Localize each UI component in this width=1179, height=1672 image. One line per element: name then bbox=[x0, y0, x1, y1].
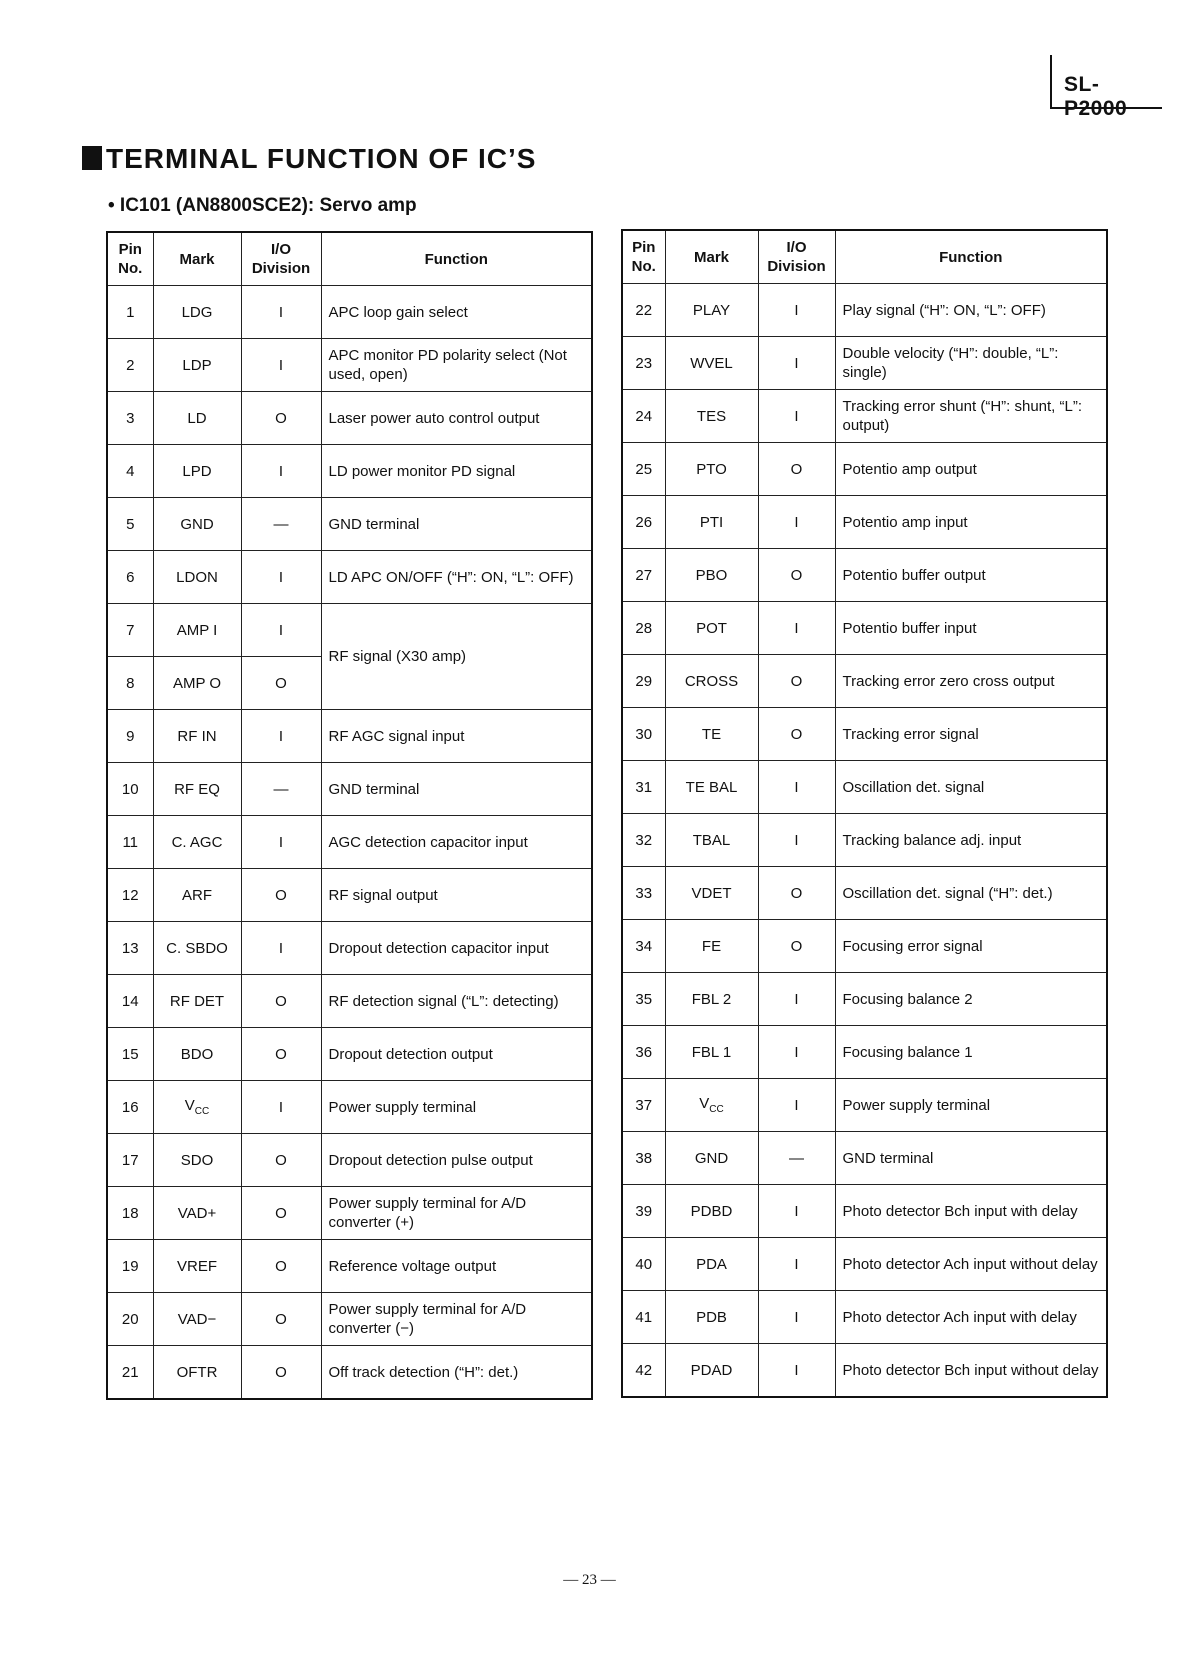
pin-mark: WVEL bbox=[665, 337, 758, 390]
pin-function: Potentio amp input bbox=[835, 496, 1107, 549]
pin-mark: FBL 1 bbox=[665, 1026, 758, 1079]
pin-number: 42 bbox=[622, 1344, 665, 1398]
pin-function: Off track detection (“H”: det.) bbox=[321, 1346, 592, 1400]
table-row bbox=[107, 498, 592, 551]
pin-mark-subscript: CC bbox=[709, 1104, 724, 1115]
pin-function: LD power monitor PD signal bbox=[321, 445, 592, 498]
pin-function: APC loop gain select bbox=[321, 286, 592, 339]
col-header-io-division: I/O Division bbox=[241, 232, 321, 286]
table-row bbox=[622, 973, 1107, 1026]
pin-mark: RF EQ bbox=[153, 763, 241, 816]
table-row bbox=[622, 549, 1107, 602]
table-row bbox=[107, 1240, 592, 1293]
pin-function: Power supply terminal bbox=[835, 1079, 1107, 1132]
pin-function: Tracking error shunt (“H”: shunt, “L”: output) bbox=[835, 390, 1107, 443]
pin-mark: PTI bbox=[665, 496, 758, 549]
pin-io-division: I bbox=[241, 339, 321, 392]
pin-number: 29 bbox=[622, 655, 665, 708]
pin-io-division: I bbox=[758, 814, 835, 867]
pin-mark: FBL 2 bbox=[665, 973, 758, 1026]
table-row bbox=[107, 286, 592, 339]
pin-number: 21 bbox=[107, 1346, 153, 1400]
square-bullet-icon bbox=[82, 146, 102, 170]
pin-io-division: O bbox=[758, 655, 835, 708]
pin-table-left bbox=[106, 231, 593, 1400]
pin-io-division: O bbox=[758, 443, 835, 496]
col-header-function: Function bbox=[321, 232, 592, 286]
pin-number: 38 bbox=[622, 1132, 665, 1185]
pin-number: 26 bbox=[622, 496, 665, 549]
pin-mark: AMP O bbox=[153, 657, 241, 710]
table-row bbox=[107, 1134, 592, 1187]
pin-function: RF signal output bbox=[321, 869, 592, 922]
pin-mark: LD bbox=[153, 392, 241, 445]
table-row bbox=[107, 339, 592, 392]
pin-io-division: I bbox=[758, 1238, 835, 1291]
table-row bbox=[107, 710, 592, 763]
table-row bbox=[107, 869, 592, 922]
pin-number: 20 bbox=[107, 1293, 153, 1346]
pin-table-right bbox=[621, 229, 1108, 1398]
pin-number: 32 bbox=[622, 814, 665, 867]
pin-mark: TE bbox=[665, 708, 758, 761]
pin-io-division: I bbox=[758, 1344, 835, 1398]
pin-function: Dropout detection capacitor input bbox=[321, 922, 592, 975]
pin-mark: TES bbox=[665, 390, 758, 443]
pin-mark bbox=[153, 1081, 241, 1134]
pin-io-division: I bbox=[241, 551, 321, 604]
pin-io-division: I bbox=[241, 604, 321, 657]
pin-number: 33 bbox=[622, 867, 665, 920]
pin-mark: VAD+ bbox=[153, 1187, 241, 1240]
pin-number: 35 bbox=[622, 973, 665, 1026]
table-row bbox=[622, 1238, 1107, 1291]
pin-number: 39 bbox=[622, 1185, 665, 1238]
pin-mark: OFTR bbox=[153, 1346, 241, 1400]
pin-io-division: O bbox=[758, 867, 835, 920]
pin-mark: GND bbox=[665, 1132, 758, 1185]
pin-number: 37 bbox=[622, 1079, 665, 1132]
pin-number: 34 bbox=[622, 920, 665, 973]
pin-io-division: I bbox=[758, 1026, 835, 1079]
pin-function: Photo detector Bch input with delay bbox=[835, 1185, 1107, 1238]
table-row bbox=[622, 443, 1107, 496]
pin-function: Reference voltage output bbox=[321, 1240, 592, 1293]
pin-function: Oscillation det. signal bbox=[835, 761, 1107, 814]
pin-mark: TE BAL bbox=[665, 761, 758, 814]
page-title-text: TERMINAL FUNCTION OF IC’S bbox=[106, 143, 537, 174]
col-header-pin-no: Pin No. bbox=[107, 232, 153, 286]
pin-mark: PDBD bbox=[665, 1185, 758, 1238]
pin-mark: PBO bbox=[665, 549, 758, 602]
col-header-mark: Mark bbox=[665, 230, 758, 284]
pin-function: Potentio buffer output bbox=[835, 549, 1107, 602]
pin-mark: SDO bbox=[153, 1134, 241, 1187]
table-header-row bbox=[107, 232, 592, 286]
pin-number: 6 bbox=[107, 551, 153, 604]
pin-number: 23 bbox=[622, 337, 665, 390]
pin-io-division: I bbox=[758, 1291, 835, 1344]
pin-io-division: I bbox=[241, 286, 321, 339]
pin-number: 12 bbox=[107, 869, 153, 922]
pin-function: GND terminal bbox=[321, 498, 592, 551]
pin-mark: PLAY bbox=[665, 284, 758, 337]
pin-number: 25 bbox=[622, 443, 665, 496]
pin-function: Power supply terminal for A/D converter (+) bbox=[321, 1187, 592, 1240]
pin-number: 14 bbox=[107, 975, 153, 1028]
pin-io-division: O bbox=[758, 920, 835, 973]
pin-number: 7 bbox=[107, 604, 153, 657]
table-row bbox=[107, 604, 592, 657]
pin-number: 8 bbox=[107, 657, 153, 710]
pin-function: GND terminal bbox=[321, 763, 592, 816]
table-row bbox=[107, 816, 592, 869]
pin-function: RF detection signal (“L”: detecting) bbox=[321, 975, 592, 1028]
col-header-function: Function bbox=[835, 230, 1107, 284]
table-row bbox=[107, 1293, 592, 1346]
pin-io-division: I bbox=[758, 337, 835, 390]
model-number: SL-P2000 bbox=[1064, 73, 1128, 120]
pin-mark bbox=[665, 1079, 758, 1132]
pin-io-division: O bbox=[241, 657, 321, 710]
pin-mark: RF IN bbox=[153, 710, 241, 763]
pin-function: Double velocity (“H”: double, “L”: single) bbox=[835, 337, 1107, 390]
pin-mark: VREF bbox=[153, 1240, 241, 1293]
pin-mark: PTO bbox=[665, 443, 758, 496]
pin-mark-subscript: CC bbox=[194, 1106, 210, 1117]
pin-io-division: I bbox=[758, 284, 835, 337]
table-row bbox=[107, 1346, 592, 1400]
pin-function: Potentio buffer input bbox=[835, 602, 1107, 655]
pin-function: Laser power auto control output bbox=[321, 392, 592, 445]
pin-mark: TBAL bbox=[665, 814, 758, 867]
pin-io-division: O bbox=[241, 1293, 321, 1346]
table-row bbox=[622, 814, 1107, 867]
table-row bbox=[107, 975, 592, 1028]
col-header-io-division: I/O Division bbox=[758, 230, 835, 284]
pin-function: Focusing balance 2 bbox=[835, 973, 1107, 1026]
table-row bbox=[622, 708, 1107, 761]
table-row bbox=[622, 390, 1107, 443]
page-title bbox=[82, 143, 536, 175]
pin-number: 27 bbox=[622, 549, 665, 602]
table-row bbox=[107, 1187, 592, 1240]
table-row bbox=[622, 655, 1107, 708]
pin-function: RF AGC signal input bbox=[321, 710, 592, 763]
table-row bbox=[622, 867, 1107, 920]
pin-io-division: — bbox=[241, 763, 321, 816]
table-row bbox=[622, 1079, 1107, 1132]
pin-number: 41 bbox=[622, 1291, 665, 1344]
pin-function: Tracking balance adj. input bbox=[835, 814, 1107, 867]
table-row bbox=[622, 761, 1107, 814]
model-box bbox=[1050, 55, 1162, 120]
table-row bbox=[622, 602, 1107, 655]
pin-io-division: I bbox=[758, 602, 835, 655]
pin-io-division: I bbox=[241, 710, 321, 763]
pin-mark: BDO bbox=[153, 1028, 241, 1081]
pin-number: 24 bbox=[622, 390, 665, 443]
pin-io-division: O bbox=[758, 708, 835, 761]
pin-mark: RF DET bbox=[153, 975, 241, 1028]
table-row bbox=[107, 551, 592, 604]
pin-function: LD APC ON/OFF (“H”: ON, “L”: OFF) bbox=[321, 551, 592, 604]
pin-function: Oscillation det. signal (“H”: det.) bbox=[835, 867, 1107, 920]
pin-io-division: I bbox=[758, 1185, 835, 1238]
table-row bbox=[107, 392, 592, 445]
pin-io-division: I bbox=[758, 390, 835, 443]
table-row bbox=[622, 1132, 1107, 1185]
pin-io-division: I bbox=[758, 973, 835, 1026]
pin-io-division: I bbox=[758, 761, 835, 814]
pin-function: Focusing balance 1 bbox=[835, 1026, 1107, 1079]
pin-function: Dropout detection output bbox=[321, 1028, 592, 1081]
pin-io-division: I bbox=[241, 816, 321, 869]
pin-mark-text: V bbox=[184, 1097, 195, 1114]
pin-mark: FE bbox=[665, 920, 758, 973]
col-header-pin-no: Pin No. bbox=[622, 230, 665, 284]
table-row bbox=[622, 1185, 1107, 1238]
col-header-mark: Mark bbox=[153, 232, 241, 286]
pin-function: Tracking error signal bbox=[835, 708, 1107, 761]
pin-mark: CROSS bbox=[665, 655, 758, 708]
pin-number: 19 bbox=[107, 1240, 153, 1293]
table-row bbox=[622, 1026, 1107, 1079]
pin-function: RF signal (X30 amp) bbox=[321, 604, 592, 710]
pin-io-division: O bbox=[758, 549, 835, 602]
pin-function: Play signal (“H”: ON, “L”: OFF) bbox=[835, 284, 1107, 337]
pin-function: Photo detector Bch input without delay bbox=[835, 1344, 1107, 1398]
pin-io-division: I bbox=[241, 922, 321, 975]
pin-mark: ARF bbox=[153, 869, 241, 922]
table-row bbox=[107, 445, 592, 498]
pin-function: Photo detector Ach input without delay bbox=[835, 1238, 1107, 1291]
pin-io-division: I bbox=[241, 445, 321, 498]
pin-number: 31 bbox=[622, 761, 665, 814]
pin-io-division: O bbox=[241, 975, 321, 1028]
pin-mark: AMP I bbox=[153, 604, 241, 657]
pin-number: 3 bbox=[107, 392, 153, 445]
pin-mark: PDA bbox=[665, 1238, 758, 1291]
pin-number: 18 bbox=[107, 1187, 153, 1240]
table-header-row bbox=[622, 230, 1107, 284]
pin-number: 2 bbox=[107, 339, 153, 392]
pin-function: Tracking error zero cross output bbox=[835, 655, 1107, 708]
table-row bbox=[622, 1291, 1107, 1344]
pin-number: 30 bbox=[622, 708, 665, 761]
pin-number: 1 bbox=[107, 286, 153, 339]
pin-function: Power supply terminal for A/D converter (−) bbox=[321, 1293, 592, 1346]
pin-mark: PDAD bbox=[665, 1344, 758, 1398]
pin-io-division: O bbox=[241, 869, 321, 922]
pin-number: 15 bbox=[107, 1028, 153, 1081]
table-row bbox=[107, 763, 592, 816]
table-row bbox=[107, 922, 592, 975]
pin-mark: LPD bbox=[153, 445, 241, 498]
pin-io-division: O bbox=[241, 1187, 321, 1240]
pin-number: 22 bbox=[622, 284, 665, 337]
pin-number: 17 bbox=[107, 1134, 153, 1187]
pin-number: 28 bbox=[622, 602, 665, 655]
pin-mark: POT bbox=[665, 602, 758, 655]
pin-mark: LDP bbox=[153, 339, 241, 392]
pin-mark: LDG bbox=[153, 286, 241, 339]
table-row bbox=[622, 337, 1107, 390]
pin-io-division: O bbox=[241, 392, 321, 445]
pin-io-division: I bbox=[758, 496, 835, 549]
pin-io-division: O bbox=[241, 1346, 321, 1400]
pin-mark: GND bbox=[153, 498, 241, 551]
pin-io-division: I bbox=[241, 1081, 321, 1134]
pin-number: 4 bbox=[107, 445, 153, 498]
pin-mark: LDON bbox=[153, 551, 241, 604]
pin-function: AGC detection capacitor input bbox=[321, 816, 592, 869]
pin-io-division: I bbox=[758, 1079, 835, 1132]
pin-number: 36 bbox=[622, 1026, 665, 1079]
page-number: — 23 — bbox=[563, 1572, 616, 1588]
pin-io-division: — bbox=[758, 1132, 835, 1185]
pin-number: 10 bbox=[107, 763, 153, 816]
pin-io-division: O bbox=[241, 1134, 321, 1187]
pin-function: Dropout detection pulse output bbox=[321, 1134, 592, 1187]
table-row bbox=[622, 496, 1107, 549]
pin-function: Potentio amp output bbox=[835, 443, 1107, 496]
table-row bbox=[622, 284, 1107, 337]
pin-mark-text: V bbox=[699, 1095, 710, 1112]
pin-mark: C. SBDO bbox=[153, 922, 241, 975]
table-row bbox=[622, 920, 1107, 973]
pin-number: 9 bbox=[107, 710, 153, 763]
pin-mark: C. AGC bbox=[153, 816, 241, 869]
table-row bbox=[107, 1028, 592, 1081]
table-row bbox=[107, 1081, 592, 1134]
pin-function: Photo detector Ach input with delay bbox=[835, 1291, 1107, 1344]
pin-number: 40 bbox=[622, 1238, 665, 1291]
pin-function: Focusing error signal bbox=[835, 920, 1107, 973]
pin-function: Power supply terminal bbox=[321, 1081, 592, 1134]
section-subtitle: • IC101 (AN8800SCE2): Servo amp bbox=[108, 195, 417, 216]
pin-number: 5 bbox=[107, 498, 153, 551]
pin-number: 13 bbox=[107, 922, 153, 975]
pin-function: GND terminal bbox=[835, 1132, 1107, 1185]
pin-io-division: — bbox=[241, 498, 321, 551]
pin-number: 16 bbox=[107, 1081, 153, 1134]
pin-number: 11 bbox=[107, 816, 153, 869]
pin-mark: VDET bbox=[665, 867, 758, 920]
pin-io-division: O bbox=[241, 1028, 321, 1081]
pin-io-division: O bbox=[241, 1240, 321, 1293]
pin-function: APC monitor PD polarity select (Not used, open) bbox=[321, 339, 592, 392]
pin-mark: PDB bbox=[665, 1291, 758, 1344]
table-row bbox=[622, 1344, 1107, 1398]
pin-mark: VAD− bbox=[153, 1293, 241, 1346]
